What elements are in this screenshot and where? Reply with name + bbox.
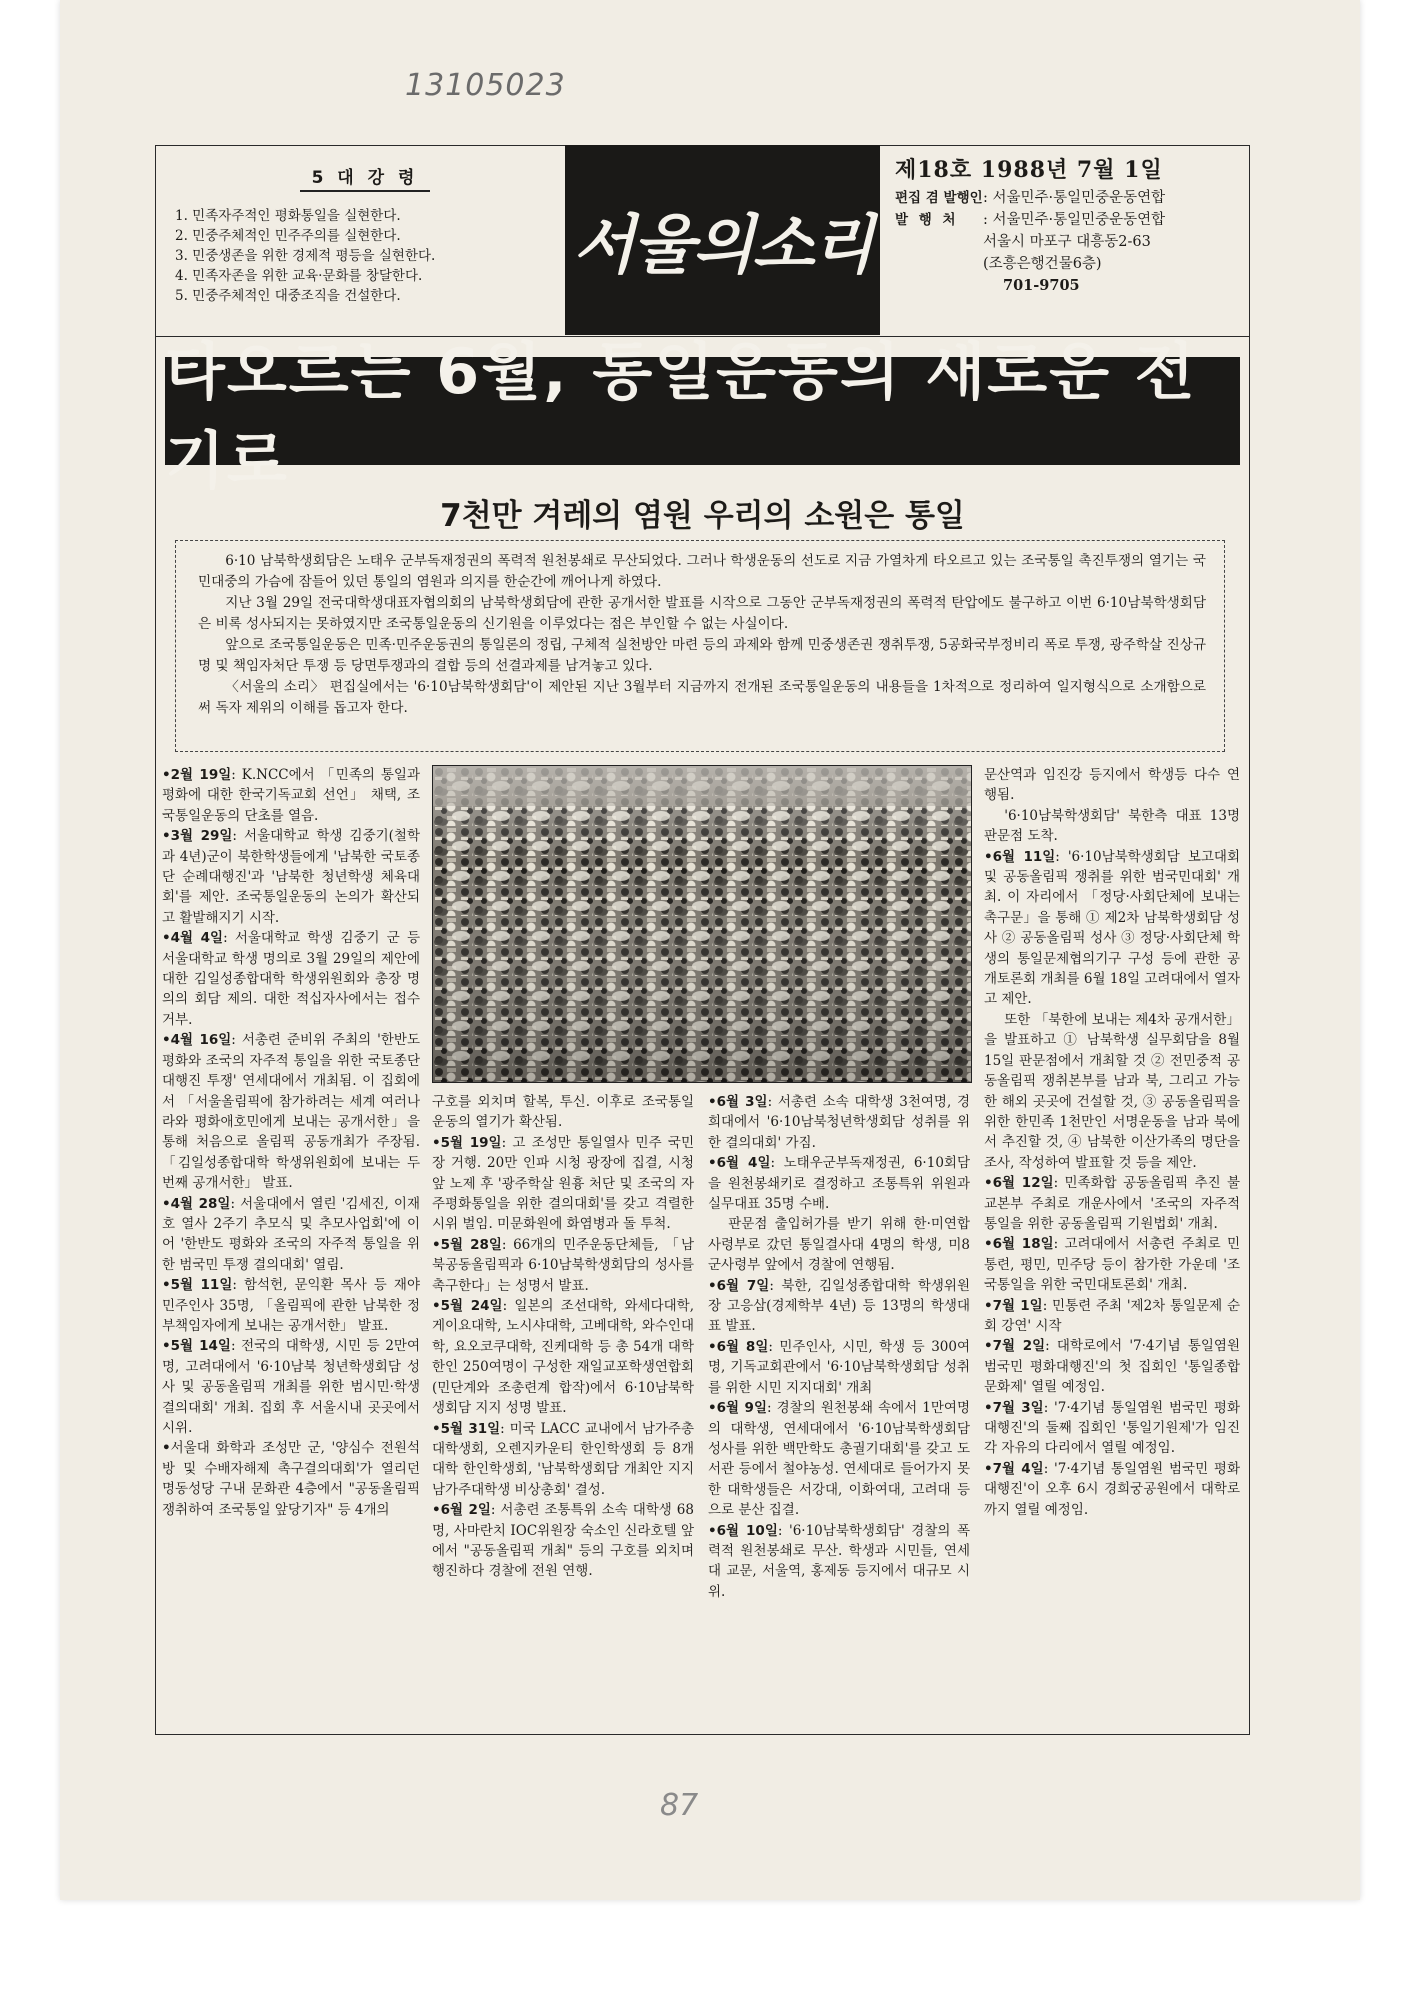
entry-text: : 서울대에서 열린 '김세진, 이재호 열사 2주기 추모식 및 추모사업회'에 이어 '한반도 평화와 조국의 자주적 통일을 위한 범국민 투쟁 결의대회' 열림. [162, 1195, 420, 1273]
entry-date: •6월 10일 [708, 1522, 778, 1539]
entry-text: : 서총련 소속 대학생 3천여명, 경희대에서 '6·10남북청년학생회담 성취를 위한 결의대회' 가짐. [708, 1094, 970, 1151]
entry-date: •7월 2일 [984, 1338, 1046, 1355]
timeline-entry [984, 1336, 1240, 1397]
entry-date: •5월 11일 [162, 1277, 233, 1294]
crowd-photo-image [433, 766, 972, 1083]
publication-info [895, 159, 1245, 297]
entry-text: : 서울대학교 학생 김중기(철학과 4년)군이 북한학생들에게 '남북한 국토종단 순례대행진'과 '남북한 청년학생 체육대회'를 제안. 조국통일운동의 논의가 확산되고 활발해지기 시작. [162, 828, 420, 926]
entry-date: •5월 28일 [432, 1236, 502, 1253]
timeline-entry [162, 1194, 420, 1276]
platform-item: 1. 민족자주적인 평화통일을 실현한다. [175, 208, 401, 224]
entry-text: 판문점 출입허가를 받기 위해 한·미연합사령부로 갔던 통일결사대 4명의 학생, 미8군사령부 앞에서 경찰에 연행됨. [708, 1216, 970, 1274]
sub-headline: 7천만 겨레의 염원 우리의 소원은 통일 [440, 498, 965, 534]
entry-text: 서울대 화학과 조성만 군, '양심수 전원석방 및 수배자해제 촉구결의대회'가 열리던 명동성당 구내 문화관 4층에서 "공동올림픽 쟁취하여 조국통일 앞당기자" 등 4개의 [162, 1440, 420, 1518]
lead-paragraph: 6·10 남북학생회담은 노태우 군부독재정권의 폭력적 원천봉쇄로 무산되었다. 그러나 학생운동의 선도로 지금 가열차게 타오르고 있는 조국통일 촉진투쟁의 열기는 국민대중의 가슴에 잠들어 있던 통일의 염원과 의지를 한순간에 깨어나게 하였다. [198, 553, 1206, 590]
entry-date: •4월 28일 [162, 1195, 231, 1212]
timeline-entry [708, 1214, 970, 1275]
entry-text: : 서총련 조통특위 소속 대학생 68명, 사마란치 IOC위원장 숙소인 신라호텔 앞에서 "공동올림픽 개최" 등의 구호를 외치며 행진하다 경찰에 전원 연행. [432, 1502, 694, 1580]
entry-date: •6월 11일 [984, 848, 1056, 865]
timeline-entry [162, 1438, 420, 1520]
timeline-entry [708, 1153, 970, 1214]
entry-date: •5월 24일 [432, 1298, 503, 1315]
office-row [895, 209, 1245, 231]
publisher-label: 편집 겸 발행인 [895, 190, 983, 206]
timeline-column-2 [432, 1092, 694, 1725]
timeline-entry [432, 1133, 694, 1235]
timeline-entry [162, 1275, 420, 1336]
timeline-entry [432, 1500, 694, 1582]
entry-date: •6월 18일 [984, 1236, 1054, 1253]
entry-date: •5월 31일 [432, 1420, 501, 1437]
office-label: 발 행 처 [895, 212, 959, 228]
timeline-entry [984, 847, 1240, 1010]
timeline-entry [432, 1092, 694, 1133]
rally-photo [432, 765, 972, 1083]
entry-text: : 대학로에서 '7·4기념 통일염원 범국민 평화대행진'의 첫 집회인 '통일종합문화제' 열릴 예정임. [984, 1338, 1240, 1396]
entry-date: •7월 1일 [984, 1297, 1043, 1314]
entry-text: : 일본의 조선대학, 와세다대학, 게이요대학, 노시샤대학, 고베대학, 와수인대학, 요오코쿠대학, 진케대학 등 총 54개 대학 한인 250여명이 구성한 재일교포학생연합회(민단계와 조총련계 합작)에서 6·10남북학생회담 지지 성명 발표. [432, 1298, 694, 1417]
timeline-entry [984, 1234, 1240, 1295]
lead-paragraph: 지난 3월 29일 전국대학생대표자협의회의 남북학생회담에 관한 공개서한 발표를 시작으로 그동안 군부독재정권의 폭력적 탄압에도 불구하고 이번 6·10남북학생회담은 비록 성사되지는 못하였지만 조국통일운동의 신기원을 이루었다는 점은 부인할 수 없는 사실이다. [198, 595, 1206, 632]
timeline-column-4 [984, 765, 1240, 1725]
entry-text: : 고려대에서 서총련 주최로 민통련, 평민, 민주당 등이 참가한 가운데 '조국통일을 위한 국민대토론회' 개최. [984, 1236, 1240, 1294]
entry-text: : 민족화합 공동올림픽 추진 불교본부 주최로 개운사에서 '조국의 자주적 통일을 위한 공동올림픽 기원법회' 개최. [984, 1175, 1240, 1232]
entry-date: •5월 14일 [162, 1338, 231, 1355]
lead-paragraph: 앞으로 조국통일운동은 민족·민주운동권의 통일론의 정립, 구체적 실천방안 마련 등의 과제와 함께 민중생존권 쟁취투쟁, 5공화국부정비리 폭로 투쟁, 광주학살 진상규명 및 책임자처단 투쟁 등 당면투쟁과의 결합 등의 선결과제를 남겨놓고 있다. [198, 637, 1206, 674]
entry-text: 문산역과 임진강 등지에서 학생등 다수 연행됨. [984, 767, 1240, 804]
timeline-entry [432, 1419, 694, 1501]
entry-text: : '6·10남북학생회담 보고대회 및 공동올림픽 쟁취를 위한 범국민대회' 개최. 이 자리에서 「정당·사회단체에 보내는 촉구문」을 통해 ① 제2차 남북학생회담 성사 ② 공동올림픽 성사 ③ 정당·사회단체 학생의 통일문제협의기구 구성 등에 관한 공개토론회 개최를 6월 18일 고려대에서 열자고 제안. [984, 848, 1240, 1008]
entry-text: : 경찰의 원천봉쇄 속에서 1만여명의 대학생, 연세대에서 '6·10남북학생회담 성사를 위한 백만학도 총궐기대회'를 갖고 도서관 등에서 철야농성. 연세대로 들어가지 못한 대학생들은 서강대, 이화여대, 고려대 등으로 분산 집결. [708, 1400, 970, 1519]
publisher-row [895, 187, 1245, 209]
publisher-name: : 서울민주·통일민중운동연합 [983, 190, 1166, 206]
entry-date: •7월 3일 [984, 1399, 1044, 1416]
entry-date: •6월 4일 [708, 1155, 771, 1172]
timeline-entry [162, 765, 420, 826]
entry-text: '6·10남북학생회담' 북한측 대표 13명 판문점 도착. [984, 807, 1240, 845]
masthead [155, 145, 1250, 337]
entry-text: : 서총련 준비위 주최의 '한반도 평화와 조국의 자주적 통일을 위한 국토종단 대행진 투쟁' 연세대에서 개최됨. 이 집회에서 「서울올림픽에 참가하려는 세계 여러나라와 평화애호민에게 보내는 공개서한」을 통해 처음으로 올림픽 공동개최가 주장됨. 「김일성종합대학 학생위원회에 보내는 두번째 공개서한」 발표. [162, 1032, 420, 1192]
entry-date: •6월 8일 [708, 1338, 769, 1355]
lead-paragraph: 〈서울의 소리〉 편집실에서는 '6·10남북학생회담'이 제안된 지난 3월부터 지금까지 전개된 조국통일운동의 내용들을 1차적으로 정리하여 일지형식으로 소개함으로써 독자 제위의 이해를 돕고자 한다. [198, 679, 1206, 716]
entry-text: : 고 조성만 통일열사 민주 국민장 거행. 20만 인파 시청 광장에 집결, 시청앞 노제 후 '광주학살 원흉 처단 및 조국의 자주평화통일을 위한 결의대회'를 갖고 격렬한 시위 벌임. 미문화원에 화염병과 돌 투척. [432, 1134, 694, 1233]
entry-text: : 서울대학교 학생 김중기 군 등 서울대학교 학생 명의로 3월 29일의 제안에 대한 김일성종합대학 학생위원회와 총장 명의의 회담 제의. 대한 적십자사에서는 접수 거부. [162, 930, 420, 1028]
timeline-column-3 [708, 1092, 970, 1725]
timeline-entry [432, 1296, 694, 1418]
entry-date: •2월 19일 [162, 767, 232, 783]
timeline-entry [432, 1235, 694, 1296]
timeline-entry [984, 1296, 1240, 1337]
timeline-entry [984, 1010, 1240, 1173]
entry-text: : 전국의 대학생, 시민 등 2만여 명, 고려대에서 '6·10남북 청년학생회담 성사 및 공동올림픽 개최를 위한 범시민·학생 결의대회' 개최. 집회 후 서울시내 곳곳에서 시위. [162, 1338, 420, 1436]
timeline-entry [984, 1459, 1240, 1520]
office-name: : 서울민주·통일민중운동연합 [983, 212, 1166, 228]
entry-text: 또한 「북한에 보내는 제4차 공개서한」을 발표하고 ① 남북학생 실무회담을 8월 15일 판문점에서 개최할 것 ② 전민중적 공동올림픽 쟁취본부를 남과 북, 그리고 가능한 해외 곳곳에 건설할 것, ③ 공동올림픽을 위한 한민족 1천만인 서명운동을 남과 북에서 추진할 것, ④ 남북한 이산가족의 명단을 조사, 작성하여 발표할 것 등을 제안. [984, 1011, 1240, 1171]
platform-box [175, 163, 555, 306]
platform-title: 5 대 강 령 [300, 163, 430, 192]
timeline-entry [708, 1276, 970, 1337]
entry-date: •6월 9일 [708, 1400, 767, 1417]
entry-date: •5월 19일 [432, 1134, 502, 1151]
entry-date: •7월 4일 [984, 1460, 1044, 1477]
entry-date: •6월 12일 [984, 1175, 1054, 1192]
entry-text: : K.NCC에서 「민족의 통일과 평화에 대한 한국기독교회 선언」 채택, 조국통일운동의 단초를 열음. [162, 767, 420, 824]
lead-box [175, 540, 1225, 752]
entry-date: •3월 29일 [162, 828, 233, 845]
entry-text: : 66개의 민주운동단체들, 「남북공동올림픽과 6·10남북학생회담의 성사를 촉구한다」는 성명서 발표. [432, 1236, 694, 1294]
entry-date: •6월 7일 [708, 1277, 770, 1294]
page-number: 87 [660, 1788, 699, 1823]
archive-number: 13105023 [405, 68, 566, 103]
entry-date: •4월 16일 [162, 1032, 232, 1049]
newspaper-logo: 서울의소리 [565, 145, 880, 335]
entry-date: •6월 3일 [708, 1094, 768, 1110]
platform-item: 4. 민족자존을 위한 교육·문화를 창달한다. [175, 268, 423, 284]
office-address: 서울시 마포구 대흥동2-63 [983, 234, 1151, 250]
entry-date: •6월 2일 [432, 1502, 491, 1519]
timeline-entry [984, 1398, 1240, 1459]
timeline-entry [708, 1398, 970, 1520]
entry-text: : '6·10남북학생회담' 경찰의 폭력적 원천봉쇄로 무산. 학생과 시민들, 연세대 교문, 서울역, 홍제동 등지에서 대규모 시위. [708, 1522, 970, 1600]
timeline-entry [162, 826, 420, 928]
entry-text: : 노태우군부독재정권, 6·10회담을 원천봉쇄키로 결정하고 조통특위 위원과 실무대표 35명 수배. [708, 1155, 970, 1213]
entry-text: 구호를 외치며 할복, 투신. 이후로 조국통일운동의 열기가 확산됨. [432, 1094, 694, 1131]
entry-text: : 미국 LACC 교내에서 남가주총대학생회, 오렌지카운티 한인학생회 등 8개 대학 한인학생회, '남북학생회담 개최안 지지 남가주대학생 비상총회' 결성. [432, 1420, 694, 1498]
timeline-entry [162, 928, 420, 1030]
entry-text: : 북한, 김일성종합대학 학생위원장 고응삼(경제학부 4년) 등 13명의 학생대표 발표. [708, 1277, 970, 1335]
entry-date: • [162, 1440, 171, 1457]
timeline-entry [708, 1337, 970, 1398]
timeline-column-1 [162, 765, 420, 1725]
platform-item: 3. 민중생존을 위한 경제적 평등을 실현한다. [175, 248, 436, 264]
office-phone: 701-9705 [1003, 277, 1080, 294]
entry-text: : 민통련 주최 '제2차 통일문제 순회 강연' 시작 [984, 1297, 1240, 1334]
timeline-entry [708, 1092, 970, 1153]
main-headline: 타오르는 6월, 통일운동의 새로운 전기로 [165, 357, 1240, 465]
entry-text: : '7·4기념 통일염원 범국민 평화대행진'의 둘째 집회인 '통일기원제'가 임진각 자유의 다리에서 열릴 예정임. [984, 1399, 1240, 1457]
entry-date: •4월 4일 [162, 930, 224, 947]
timeline-entry [708, 1521, 970, 1603]
office-building: (조흥은행건물6층) [983, 256, 1102, 272]
timeline-entry [162, 1336, 420, 1438]
timeline-entry [984, 806, 1240, 847]
timeline-entry [984, 765, 1240, 806]
entry-text: : 함석헌, 문익환 목사 등 재야 민주인사 35명, 「올림픽에 관한 남북한 정부책임자에게 보내는 공개서한」 발표. [162, 1277, 420, 1334]
platform-item: 5. 민중주체적인 대중조직을 건설한다. [175, 288, 401, 304]
issue-date: 제18호 1988년 7월 1일 [895, 157, 1163, 183]
timeline-entry [984, 1173, 1240, 1234]
timeline-entry [162, 1030, 420, 1193]
platform-item: 2. 민중주체적인 민주주의를 실현한다. [175, 228, 401, 244]
entry-text: : 민주인사, 시민, 학생 등 300여명, 기독교회관에서 '6·10남북학생회담 성취를 위한 시민 지지대회' 개최 [708, 1338, 970, 1396]
entry-text: : '7·4기념 통일염원 범국민 평화대행진'이 오후 6시 경희궁공원에서 대학로까지 열릴 예정임. [984, 1460, 1240, 1518]
platform-list [175, 206, 555, 306]
